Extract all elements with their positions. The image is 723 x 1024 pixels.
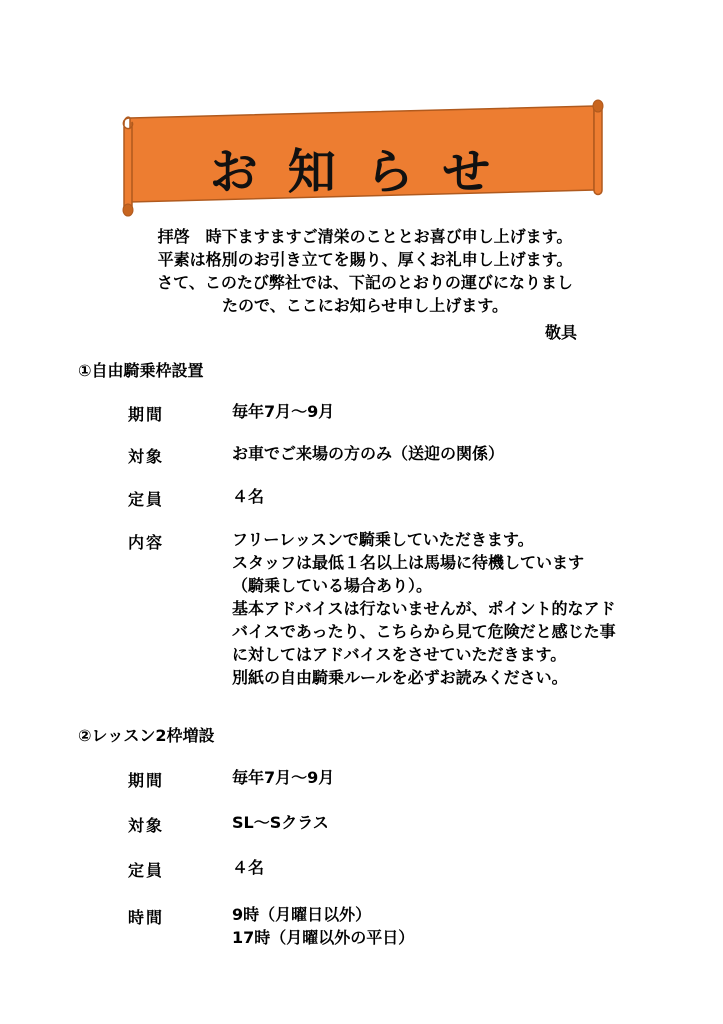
row-label: 期間 — [128, 771, 165, 790]
section-title: ①自由騎乗枠設置 — [78, 361, 204, 380]
row-label: 内容 — [128, 533, 165, 552]
row-value: 毎年7月～9月 — [232, 768, 335, 787]
row-label: 定員 — [128, 490, 165, 509]
row-value: ４名 — [232, 858, 265, 877]
greeting-line: たので、ここにお知らせ申し上げます。 — [222, 296, 508, 315]
row-label: 対象 — [128, 816, 165, 835]
row-label: 定員 — [128, 861, 165, 880]
row-value: SL～Sクラス — [232, 813, 329, 832]
greeting-line: 平素は格別のお引き立てを賜り、厚くお礼申し上げます。 — [157, 250, 573, 269]
row-value: お車でご来場の方のみ（送迎の関係） — [232, 444, 505, 463]
row-value: フリーレッスンで騎乗していただきます。 スタッフは最低１名以上は馬場に待機しています （騎乗している場合あり）。 基本アドバイスは行ないませんが、ポイント的なアド バイスであったり、こちらから見て危険だと感じた事 に対してはアドバイスをさせていただきます。 別紙の自由騎乗ルールを必ずお読みください。 — [232, 530, 616, 687]
page-title: お知らせ — [209, 143, 521, 200]
greeting-line: さて、このたび弊社では、下記のとおりの運びになりまし — [157, 273, 573, 292]
section-title: ②レッスン2枠増設 — [78, 726, 215, 745]
row-value: 毎年7月～9月 — [232, 402, 335, 421]
greeting-text — [120, 225, 610, 317]
row-value: ４名 — [232, 487, 265, 506]
row-label: 期間 — [128, 405, 165, 424]
closing-text: 敬具 — [545, 323, 578, 342]
row-label: 対象 — [128, 447, 165, 466]
row-value: 9時（月曜日以外） 17時（月曜以外の平日） — [232, 905, 415, 947]
row-label: 時間 — [128, 908, 165, 927]
greeting-line: 拝啓 時下ますますご清栄のこととお喜び申し上げます。 — [157, 227, 573, 246]
